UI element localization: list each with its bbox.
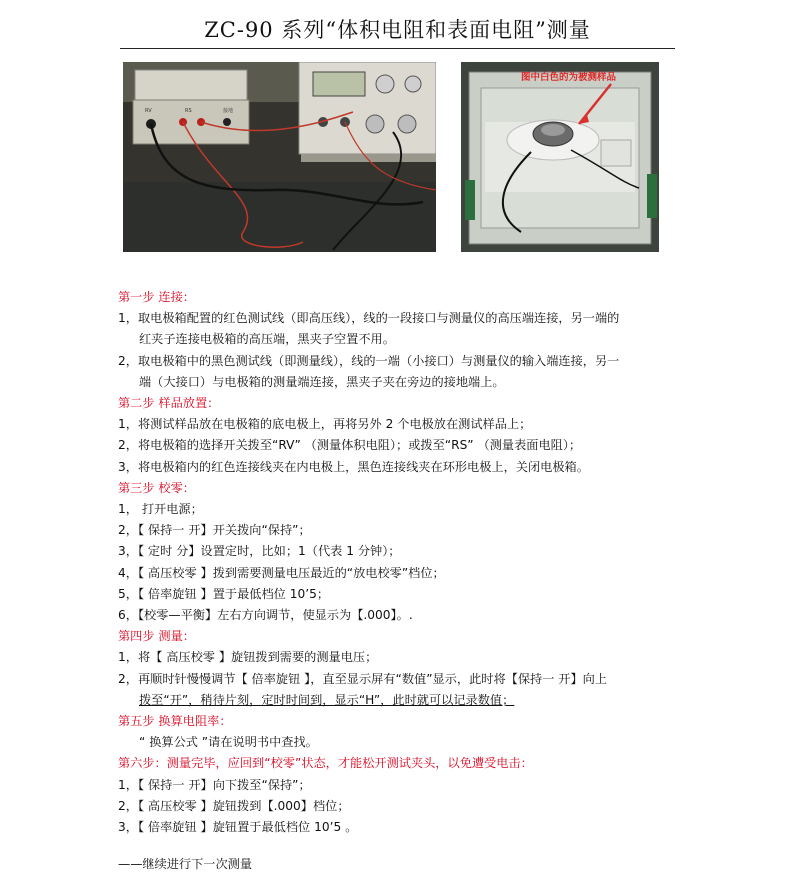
step-4-heading: 第四步 测量： [118, 629, 195, 644]
step-5-heading: 第五步 换算电阻率： [118, 714, 232, 729]
step-3-heading: 第三步 校零： [118, 480, 195, 495]
sample-electrode-photo [461, 62, 659, 252]
step-2-heading: 第二步 样品放置： [118, 396, 220, 411]
step-4-line: 拨至“开”，稍待片刻，定时时间到，显示“H”，此时就可以记录数值； [139, 692, 515, 707]
step-6-heading: 第六步：测量完毕，应回到“校零”状态，才能松开测试夹头，以免遭受电击： [118, 756, 533, 771]
step-3-line: 2，【 保持一 开】开关拨向“保持”； [118, 523, 311, 538]
panel-label-ground: 接地 [223, 108, 234, 114]
title-divider [120, 48, 675, 49]
page-title: ZC-90 系列“体积电阻和表面电阻”测量 [204, 18, 591, 42]
footer-note: ——继续进行下一次测量 [118, 857, 253, 872]
step-6-line: 3，【 倍率旋钮 】旋钮置于最低档位 10’5 。 [118, 820, 358, 835]
step-3-line: 5，【 倍率旋钮 】置于最低档位 10’5； [118, 586, 330, 601]
step-3-line: 6，【校零—平衡】左右方向调节，使显示为【.000】。. [118, 608, 413, 623]
step-2-line: 3，将电极箱内的红色连接线夹在内电极上，黑色连接线夹在环形电极上，关闭电极箱。 [118, 459, 589, 474]
step-1-heading: 第一步 连接： [118, 290, 195, 304]
step-6-line: 2，【 高压校零 】旋钮拨到【.000】档位； [118, 798, 350, 813]
step-3-line: 4，【 高压校零 】拨到需要测量电压最近的“放电校零”档位； [118, 565, 445, 580]
step-6-line: 1，【 保持一 开】向下拨至“保持”； [118, 777, 311, 792]
step-1-line: 红夹子连接电极箱的高压端，黑夹子空置不用。 [139, 332, 395, 347]
instrument-setup-photo [123, 62, 436, 252]
sample-caption: 图中白色的为被测样品 [521, 72, 617, 83]
panel-label-rs: RS [185, 108, 192, 114]
instruction-body [118, 287, 683, 875]
step-1-line: 端（大接口）与电极箱的测量端连接，黑夹子夹在旁边的接地端上。 [139, 374, 505, 389]
panel-label-rv: RV [145, 108, 152, 114]
step-3-line: 1， 打开电源； [118, 502, 203, 517]
step-3-line: 3，【 定时 分】设置定时，比如；1（代表 1 分钟）； [118, 544, 401, 559]
step-4-line: 2，再顺时针慢慢调节【 倍率旋钮 】，直至显示屏有“数值”显示，此时将【保持一 开】向上 [118, 671, 608, 686]
step-2-line: 1，将测试样品放在电极箱的底电极上，再将另外 2 个电极放在测试样品上； [118, 417, 532, 432]
step-1-line: 1，取电极箱配置的红色测试线（即高压线），线的一段接口与测量仪的高压端连接，另一端的 [118, 311, 620, 326]
step-4-line: 1，将【 高压校零 】旋钮拨到需要的测量电压； [118, 650, 378, 665]
step-1-line: 2，取电极箱中的黑色测试线（即测量线），线的一端（小接口）与测量仪的输入端连接，另一 [118, 353, 620, 368]
step-2-line: 2，将电极箱的选择开关拨至“RV” （测量体积电阻）；或拨至“RS” （测量表面电阻）； [118, 438, 582, 453]
step-5-line: “ 换算公式 ”请在说明书中查找。 [139, 735, 318, 750]
